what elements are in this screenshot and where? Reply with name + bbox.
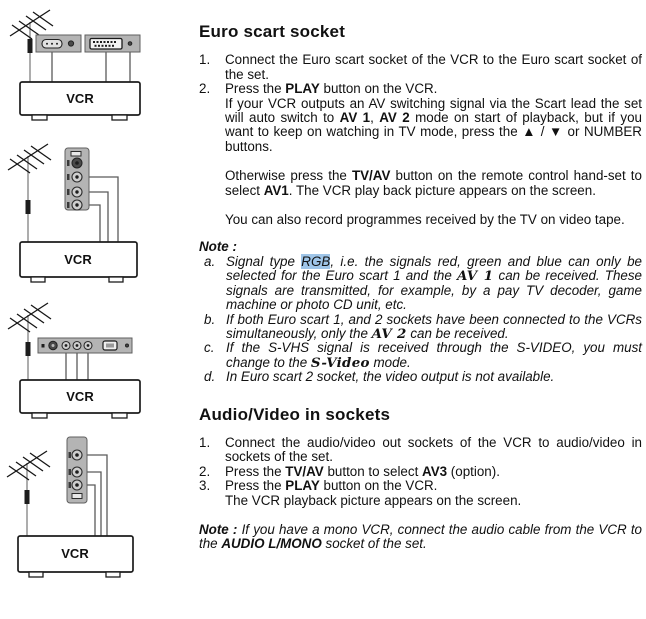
figure-side-av-connection (0, 130, 180, 288)
note-letter: d. (204, 369, 216, 385)
vcr-label: VCR (66, 91, 94, 106)
euro-notes (199, 240, 642, 384)
section-title-euro-scart: Euro scart socket (199, 22, 346, 41)
step-number: 3. (199, 478, 211, 494)
note-letter: a. (204, 253, 216, 269)
tv-av-in-panel (67, 437, 87, 503)
step-number: 1. (199, 52, 211, 68)
step-number: 2. (199, 463, 211, 479)
vcr-box (20, 380, 140, 418)
figure-scart-connection (0, 2, 180, 130)
antenna-icon (7, 451, 50, 536)
step-text: Connect the audio/video out sockets of the VCR to audio/video in sockets of the set. (225, 434, 642, 465)
figure-rear-av-connection (0, 295, 180, 430)
figure-column (0, 0, 190, 619)
note-letter: c. (204, 340, 215, 356)
step-number: 2. (199, 81, 211, 97)
step-number: 1. (199, 434, 211, 450)
vcr-box (18, 536, 133, 577)
note-item (199, 341, 642, 370)
av-note: Note : If you have a mono VCR, connect the audio cable from the VCR to the AUDIO L/MONO socket of the set. (199, 521, 643, 552)
tv-rear-panel-left (36, 35, 81, 52)
figure-av-in-connection (0, 435, 180, 585)
tv-rear-av-panel (38, 338, 132, 353)
paragraph-tvav: Otherwise press the TV/AV button on the remote control hand-set to select AV1. The VCR play back picture appears on the screen. (225, 168, 642, 198)
paragraph-record: You can also record programmes received by the TV on video tape. (225, 212, 625, 228)
step-text: Connect the Euro scart socket of the VCR to the Euro scart socket of the set. (225, 52, 642, 82)
note-text: In Euro scart 2 socket, the video output is not available. (226, 369, 555, 385)
step-item (199, 479, 642, 508)
note-item (199, 255, 642, 313)
vcr-label: VCR (61, 546, 89, 561)
step-text: Press the TV/AV button to select AV3 (option). (225, 463, 500, 479)
section-title-av-in: Audio/Video in sockets (199, 404, 391, 424)
vcr-box (20, 242, 137, 282)
vcr-label: VCR (64, 252, 92, 267)
step-item (199, 465, 642, 479)
euro-steps (199, 53, 642, 154)
text-column (199, 0, 642, 552)
vcr-box (20, 82, 140, 120)
vcr-label: VCR (66, 389, 94, 404)
antenna-icon (8, 144, 51, 242)
note-text: Signal type RGB, i.e. the signals red, green and blue can only be selected for the Euro scart 1 and the AV 1 can be received. These signals are transmitted, for example, by a pay TV decoder, game machine or photo CD unit, etc. (226, 253, 642, 313)
av-steps (199, 436, 642, 508)
note-item (199, 313, 642, 342)
tv-rear-panel-scart (85, 35, 140, 52)
step-item (199, 53, 642, 82)
note-letter: b. (204, 311, 216, 327)
step-text: Press the PLAY button on the VCR. If your VCR outputs an AV switching signal via the Scart lead the set will auto switch to AV 1, AV 2 mode on start of playback, but if you want to keep on watching in TV mode, press the ▲ / ▼ or NUMBER buttons. (225, 81, 642, 154)
step-item (199, 436, 642, 465)
note-label: Note : (199, 239, 237, 255)
note-item (199, 370, 642, 384)
note-text: If the S-VHS signal is received through the S-VIDEO, you must change to the S-Video mode. (226, 340, 642, 371)
step-item (199, 82, 642, 154)
note-text: If both Euro scart 1, and 2 sockets have been connected to the VCRs simultaneously, only the AV 2 can be received. (226, 311, 642, 342)
tv-side-panel (65, 148, 89, 210)
step-text: Press the PLAY button on the VCR. The VCR playback picture appears on the screen. (225, 478, 522, 508)
